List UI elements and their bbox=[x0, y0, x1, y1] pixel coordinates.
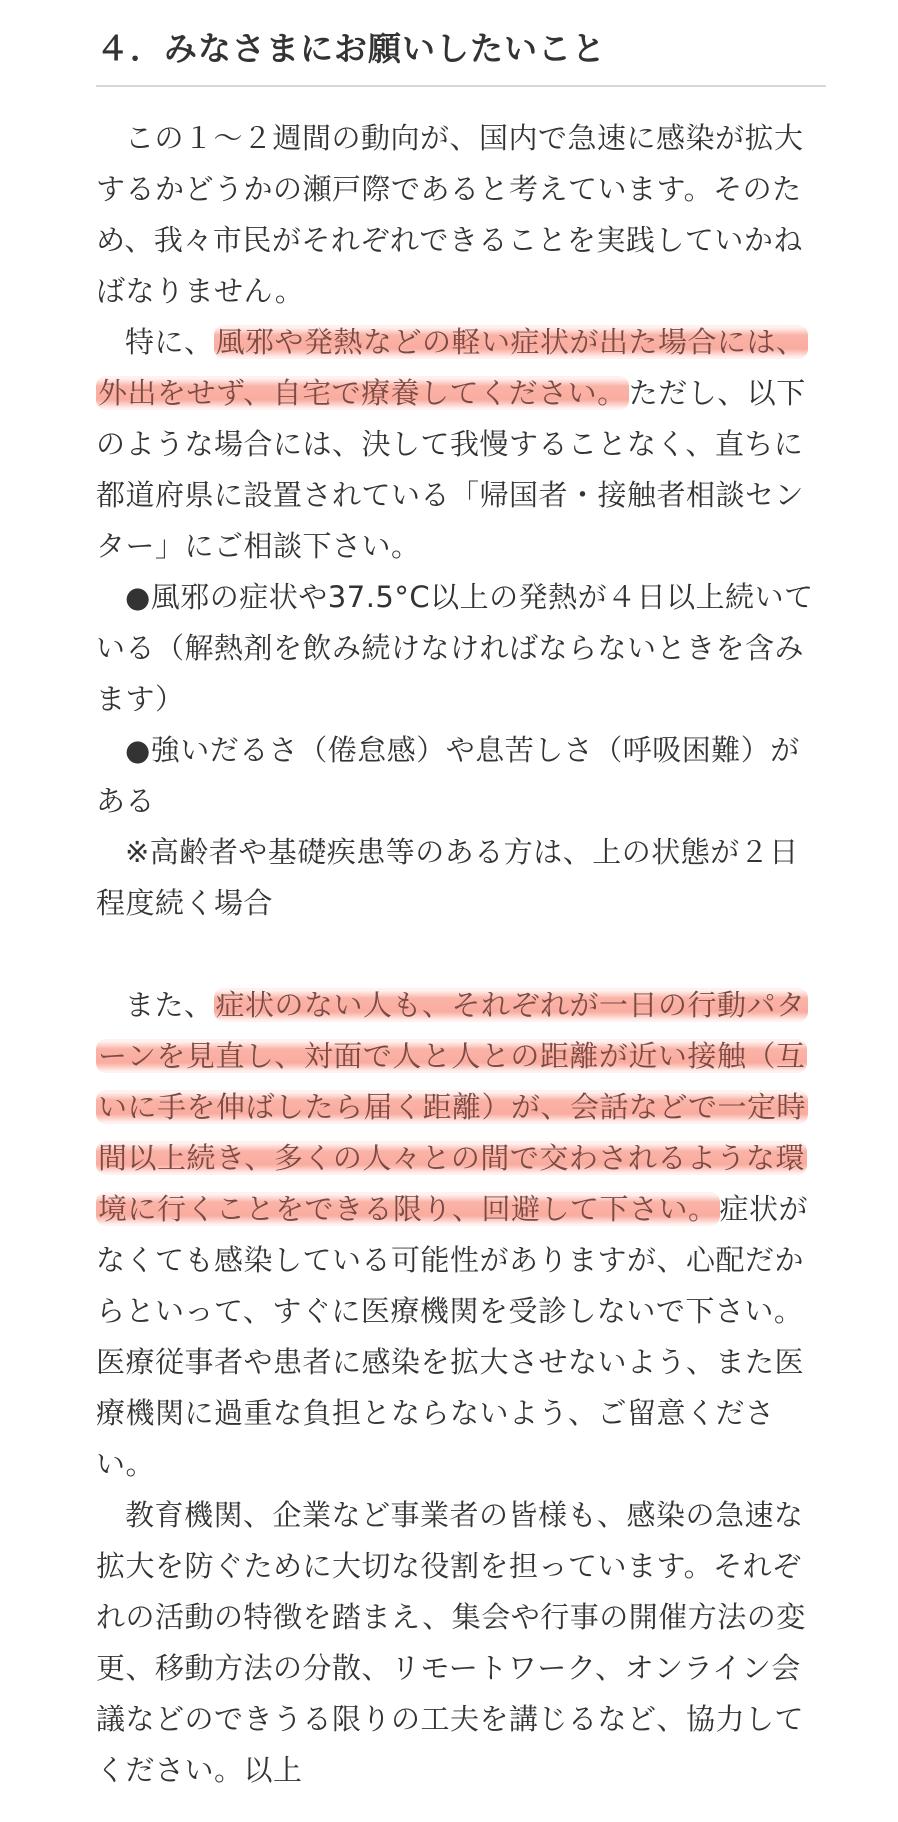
highlighted-text-avoid-contact: 症状のない人も、それぞれが一日の行動パターンを見直し、対面で人と人との距離が近い接触（互いに手を伸ばしたら届く距離）が、会話などで一定時間以上続き、多くの人々との間で交わされるような環境に行くことをできる限り、回避して下さい。 bbox=[98, 987, 807, 1226]
bullet-fever: ●風邪の症状や37.5°C以上の発熱が４日以上続いている（解熱剤を飲み続けなければならないときを含みます） bbox=[96, 579, 814, 716]
paragraph-no-symptoms bbox=[96, 980, 826, 1490]
bullet-fatigue: ●強いだるさ（倦怠感）や息苦しさ（呼吸困難）がある bbox=[96, 732, 800, 818]
section-heading: ４．みなさまにお願いしたいこと bbox=[96, 28, 826, 87]
paragraph-intro: この１～２週間の動向が、国内で急速に感染が拡大するかどうかの瀬戸際であると考えています。そのため、我々市民がそれぞれできることを実践していかねばなりません。 bbox=[96, 120, 804, 308]
paragraph-businesses: 教育機関、企業など事業者の皆様も、感染の急速な拡大を防ぐために大切な役割を担っています。それぞれの活動の特徴を踏まえ、集会や行事の開催方法の変更、移動方法の分散、リモートワーク、オンライン会議などのできうる限りの工夫を講じるなど、協力してください。以上 bbox=[96, 1497, 806, 1787]
paragraph-spacer bbox=[96, 929, 826, 980]
paragraph-no-symptoms-tail: 症状がなくても感染している可能性がありますが、心配だからといって、すぐに医療機関を受診しないで下さい。医療従事者や患者に感染を拡大させないよう、また医療機関に過重な負担とならないよう、ご留意ください。 bbox=[96, 1191, 809, 1481]
paragraph-symptoms bbox=[96, 317, 826, 572]
note-elderly: ※高齢者や基礎疾患等のある方は、上の状態が２日程度続く場合 bbox=[96, 834, 799, 920]
paragraph-symptoms-lead: 特に、 bbox=[125, 324, 214, 359]
paragraph-no-symptoms-lead: また、 bbox=[125, 987, 214, 1022]
paragraph-symptoms-tail: ただし、以下のような場合には、決して我慢することなく、直ちに都道府県に設置されている「帰国者・接触者相談センター」にご相談下さい。 bbox=[96, 375, 806, 563]
document-body bbox=[96, 113, 826, 1796]
highlighted-text-stay-home: 風邪や発熱などの軽い症状が出た場合には、外出をせず、自宅で療養してください。 bbox=[98, 324, 806, 410]
document-page bbox=[96, 0, 826, 1796]
